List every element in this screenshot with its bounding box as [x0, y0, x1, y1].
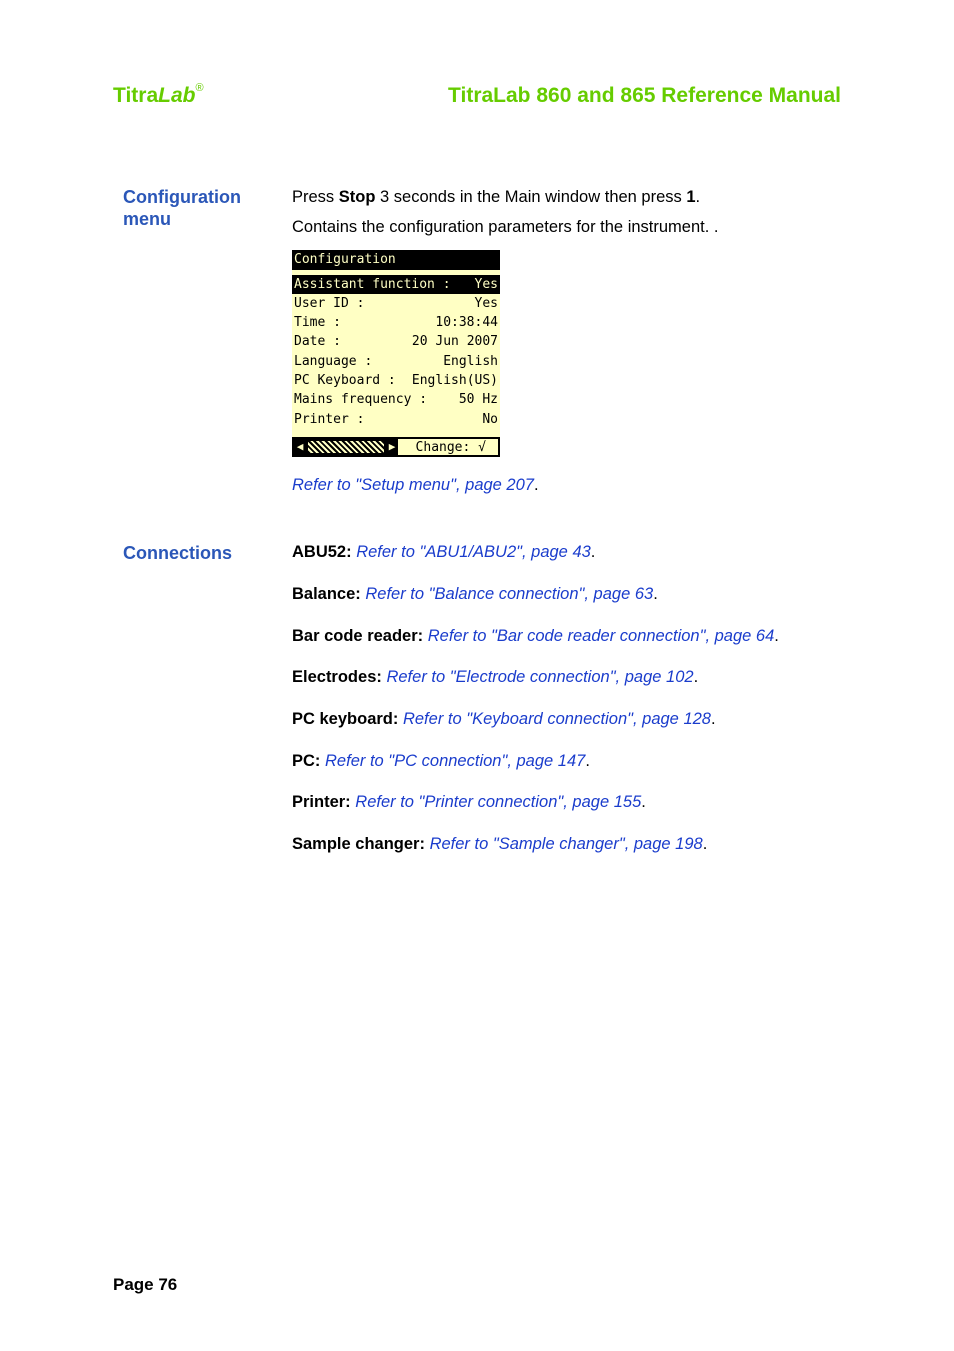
- manual-title: TitraLab 860 and 865 Reference Manual: [448, 84, 841, 107]
- screen-row-mains-frequency: Mains frequency : 50 Hz: [294, 392, 498, 407]
- connection-item: Electrodes: Refer to "Electrode connection", page 102.: [292, 668, 699, 686]
- connection-label: PC:: [292, 752, 321, 770]
- brand-prefix: Titra: [113, 84, 159, 107]
- screen-scrollbar: [294, 439, 398, 455]
- contains-description: Contains the configuration parameters for the instrument. .: [292, 218, 719, 236]
- registered-mark: ®: [195, 82, 204, 94]
- brand-logo: [113, 84, 204, 108]
- stop-key: Stop: [338, 188, 376, 206]
- connection-link[interactable]: Refer to "Bar code reader connection", page 64: [427, 627, 775, 645]
- connection-item: Printer: Refer to "Printer connection", page 155.: [292, 793, 646, 811]
- screen-row-time: Time : 10:38:44: [294, 315, 498, 330]
- connections-heading: Connections: [123, 543, 233, 563]
- connection-link[interactable]: Refer to "Balance connection", page 63: [365, 585, 654, 603]
- connection-item: ABU52: Refer to "ABU1/ABU2", page 43.: [292, 543, 596, 561]
- connection-label: Balance:: [292, 585, 361, 603]
- screen-row-date: Date : 20 Jun 2007: [294, 334, 498, 349]
- connection-link[interactable]: Refer to "ABU1/ABU2", page 43: [356, 543, 591, 561]
- brand-suffix: Lab: [158, 84, 196, 107]
- screen-row-assistant-function: Assistant function : Yes: [294, 277, 498, 292]
- connection-link[interactable]: Refer to "Electrode connection", page 102: [386, 668, 694, 686]
- connection-link[interactable]: Refer to "Printer connection", page 155: [355, 793, 642, 811]
- screen-change-label: Change: √: [415, 439, 486, 455]
- connection-link[interactable]: Refer to "Keyboard connection", page 128: [402, 710, 711, 728]
- configuration-screen: [292, 250, 500, 457]
- screen-row-user-id: User ID : Yes: [294, 296, 498, 311]
- screen-row-printer: Printer : No: [294, 412, 498, 427]
- configuration-menu-heading: [123, 186, 241, 230]
- connection-item: PC keyboard: Refer to "Keyboard connection", page 128.: [292, 710, 716, 728]
- heading-line: Configuration: [123, 187, 241, 207]
- screen-title: Configuration: [292, 250, 500, 270]
- setup-menu-reference: Refer to "Setup menu", page 207.: [292, 476, 539, 494]
- screen-row-language: Language : English: [294, 354, 498, 369]
- connection-item: PC: Refer to "PC connection", page 147.: [292, 752, 590, 770]
- page-number: Page 76: [113, 1275, 178, 1294]
- screen-row-pc-keyboard: PC Keyboard : English(US): [294, 373, 498, 388]
- screen-softkey-bar: [292, 437, 500, 457]
- arrow-left-icon: ◀: [296, 440, 304, 453]
- connection-label: Sample changer:: [292, 835, 425, 853]
- connection-item: Sample changer: Refer to "Sample changer", page 198.: [292, 835, 708, 853]
- connection-item: Bar code reader: Refer to "Bar code reader connection", page 64.: [292, 627, 779, 645]
- connection-label: Bar code reader:: [292, 627, 424, 645]
- connection-item: Balance: Refer to "Balance connection", page 63.: [292, 585, 658, 603]
- connection-link[interactable]: Refer to "PC connection", page 147: [325, 752, 586, 770]
- connection-label: Electrodes:: [292, 668, 382, 686]
- scroll-track: [308, 441, 384, 453]
- connection-label: ABU52:: [292, 543, 352, 561]
- heading-line: menu: [123, 209, 172, 229]
- arrow-right-icon: ▶: [388, 440, 396, 453]
- press-instruction: Press Stop 3 seconds in the Main window then press 1.: [292, 188, 701, 206]
- connection-label: PC keyboard:: [292, 710, 399, 728]
- setup-menu-link[interactable]: Refer to "Setup menu", page 207: [292, 476, 534, 494]
- connection-label: Printer:: [292, 793, 351, 811]
- connection-link[interactable]: Refer to "Sample changer", page 198: [429, 835, 703, 853]
- key-one: 1: [686, 188, 696, 206]
